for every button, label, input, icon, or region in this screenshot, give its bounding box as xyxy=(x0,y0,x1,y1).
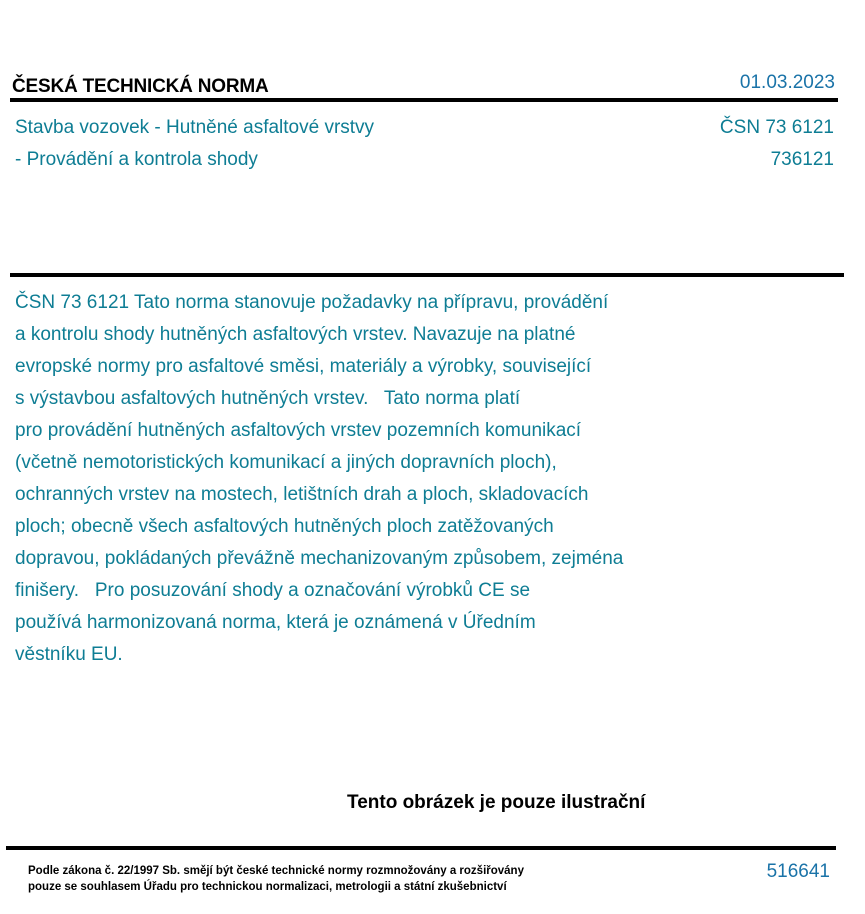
standard-title-line-2: - Provádění a kontrola shody xyxy=(15,149,258,170)
header-divider xyxy=(10,98,838,102)
abstract-line: ploch; obecně všech asfaltových hutněných ploch zatěžovaných xyxy=(15,516,554,537)
abstract-line: používá harmonizovaná norma, která je oznámená v Úředním xyxy=(15,612,536,633)
abstract-line: finišery. Pro posuzování shody a označování výrobků CE se xyxy=(15,580,531,601)
abstract-line: a kontrolu shody hutněných asfaltových vrstev. Navazuje na platné xyxy=(15,324,576,345)
abstract-text xyxy=(15,287,715,671)
publication-date: 01.03.2023 xyxy=(739,72,835,93)
document-type-heading: ČESKÁ TECHNICKÁ NORMA xyxy=(12,76,269,97)
title-divider xyxy=(10,273,844,277)
illustration-disclaimer: Tento obrázek je pouze ilustrační xyxy=(347,792,646,813)
abstract-line: ochranných vrstev na mostech, letištních drah a ploch, skladovacích xyxy=(15,484,589,505)
catalog-number: 516641 xyxy=(766,861,830,882)
abstract-line: věstníku EU. xyxy=(15,644,123,665)
footer-divider xyxy=(6,846,836,850)
abstract-line: (včetně nemotoristických komunikací a jiných dopravních ploch), xyxy=(15,452,557,473)
abstract-line: ČSN 73 6121 Tato norma stanovuje požadavky na přípravu, provádění xyxy=(15,292,609,313)
abstract-line: pro provádění hutněných asfaltových vrstev pozemních komunikací xyxy=(15,420,582,441)
abstract-line: dopravou, pokládaných převážně mechanizovaným způsobem, zejména xyxy=(15,548,624,569)
classification-number: 736121 xyxy=(770,149,834,170)
abstract-line: s výstavbou asfaltových hutněných vrstev. Tato norma platí xyxy=(15,388,521,409)
abstract-line: evropské normy pro asfaltové směsi, materiály a výrobky, související xyxy=(15,356,592,377)
legal-notice-line-2: pouze se souhlasem Úřadu pro technickou normalizaci, metrologii a státní zkušebnictví xyxy=(28,881,507,893)
standard-code: ČSN 73 6121 xyxy=(719,117,834,138)
standard-title-line-1: Stavba vozovek - Hutněné asfaltové vrstvy xyxy=(15,117,375,138)
legal-notice xyxy=(28,863,524,895)
legal-notice-line-1: Podle zákona č. 22/1997 Sb. smějí být české technické normy rozmnožovány a rozšiřovány xyxy=(28,865,524,877)
